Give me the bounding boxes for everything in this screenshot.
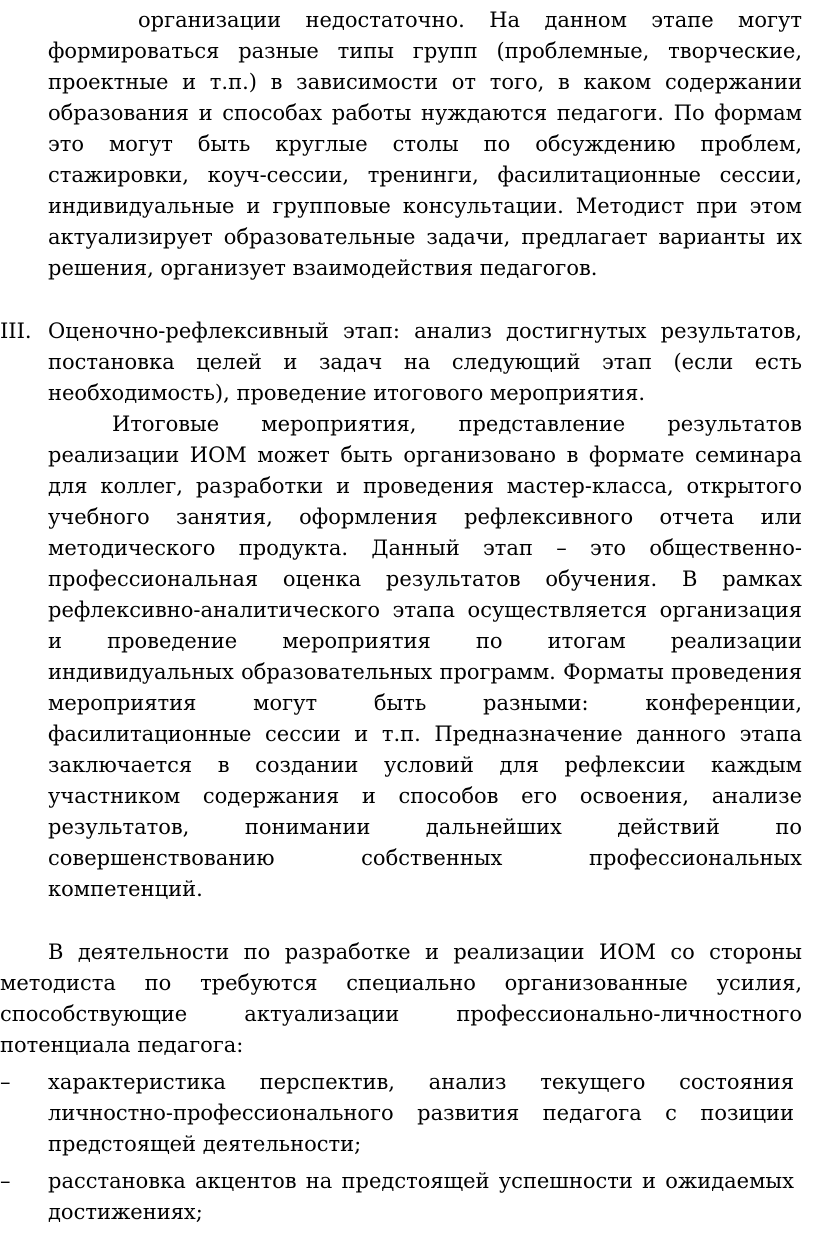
- stage-number: III.: [0, 319, 32, 343]
- list-item-text: характеристика перспектив, анализ текущего состояния личностно-профессионального развития педагога с позиции предстоящей деятельности;: [48, 1070, 794, 1156]
- list-item: [0, 1166, 794, 1228]
- stage-item-3: [0, 316, 802, 409]
- paragraph-final-events: Итоговые мероприятия, представление результатов реализации ИОМ может быть организовано в формате семинара для коллег, разработки и проведения мастер-класса, открытого учебного занятия, оформления рефлексивного отчета или методического продукта. Данный этап – это общественно-профессиональная оценка результатов обучения. В рамках рефлексивно-аналитического этапа осуществляется организация и проведение мероприятия по итогам реализации индивидуальных образовательных программ. Форматы проведения мероприятия могут быть разными: конференции, фасилитационные сессии и т.п. Предназначение данного этапа заключается в создании условий для рефлексии каждым участником содержания и способов его освоения, анализе результатов, понимании дальнейших действий по совершенствованию собственных профессиональных компетенций.: [48, 412, 802, 901]
- list-dash-marker: –: [0, 1070, 11, 1094]
- stage-text: Оценочно-рефлексивный этап: анализ достигнутых результатов, постановка целей и задач на следующий этап (если есть необходимость), проведение итогового мероприятия.: [48, 319, 802, 405]
- list-dash-marker: –: [0, 1169, 11, 1193]
- list-item-text: расстановка акцентов на предстоящей успешности и ожидаемых достижениях;: [48, 1169, 794, 1224]
- dash-list: [0, 1067, 816, 1228]
- list-item: [0, 1067, 794, 1160]
- paragraph-methodist-activity: В деятельности по разработке и реализации ИОМ со стороны методиста по требуются специально организованные усилия, способствующие актуализации профессионально-личностного потенциала педагога:: [0, 940, 802, 1057]
- paragraph-continuation: организации недостаточно. На данном этапе могут формироваться разные типы групп (проблемные, творческие, проектные и т.п.) в зависимости от того, в каком содержании образования и способах работы нуждаются педагоги. По формам это могут быть круглые столы по обсуждению проблем, стажировки, коуч-сессии, тренинги, фасилитационные сессии, индивидуальные и групповые консультации. Методист при этом актуализирует образовательные задачи, предлагает варианты их решения, организует взаимодействия педагогов.: [48, 8, 802, 280]
